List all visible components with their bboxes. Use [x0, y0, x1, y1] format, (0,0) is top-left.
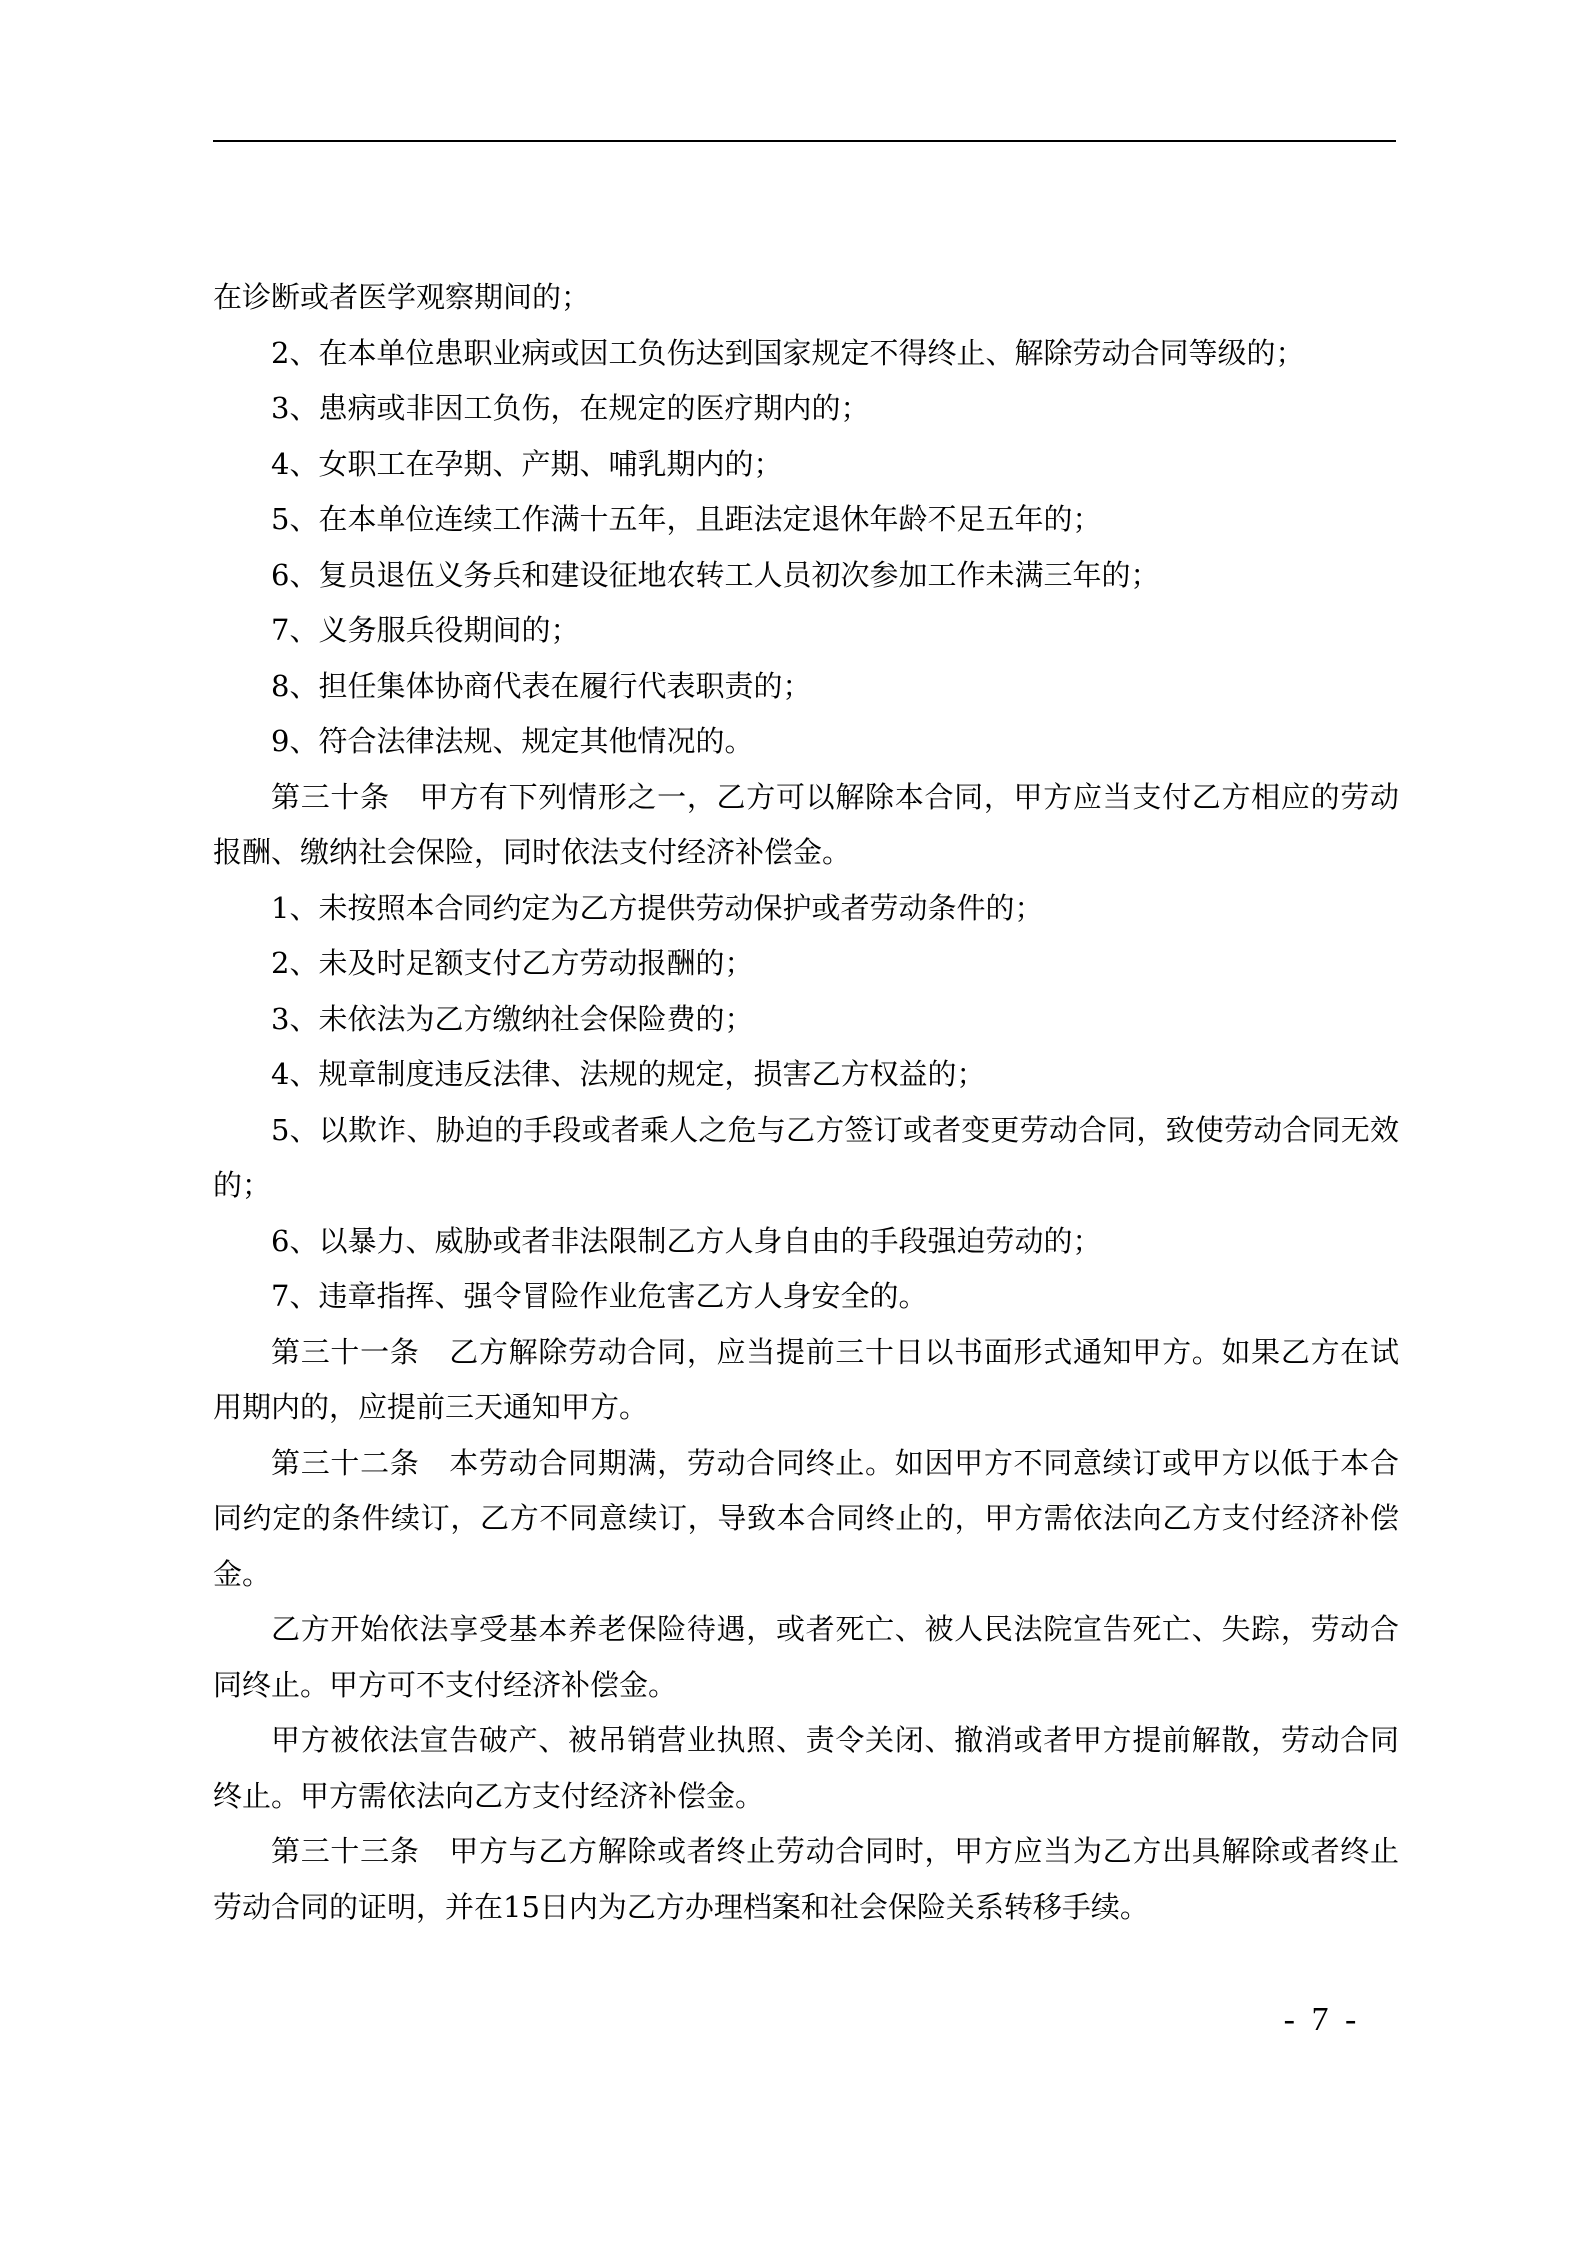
- article-30-item-1: 1、未按照本合同约定为乙方提供劳动保护或者劳动条件的；: [271, 890, 1044, 925]
- paragraph-continuation: 在诊断或者医学观察期间的；: [213, 280, 591, 314]
- article-30-item-2: 2、未及时足额支付乙方劳动报酬的；: [271, 946, 754, 980]
- article-30-item-5: 5、以欺诈、胁迫的手段或者乘人之危与乙方签订或者变更劳动合同，致使劳动合同无效的；: [213, 1112, 1399, 1202]
- article-30-item-7: 7、违章指挥、强令冒险作业危害乙方人身安全的。: [271, 1279, 928, 1313]
- document-body: [213, 270, 1399, 1935]
- article-33: 第三十三条 甲方与乙方解除或者终止劳动合同时，甲方应当为乙方出具解除或者终止劳动合同的证明，并在15日内为乙方办理档案和社会保险关系转移手续。: [213, 1834, 1399, 1924]
- list-item-6: 6、复员退伍义务兵和建设征地农转工人员初次参加工作未满三年的；: [271, 557, 1160, 592]
- header-rule: [213, 140, 1396, 142]
- page-number: - 7 -: [1283, 2001, 1361, 2038]
- article-31: 第三十一条 乙方解除劳动合同，应当提前三十日以书面形式通知甲方。如果乙方在试用期内的，应提前三天通知甲方。: [213, 1334, 1399, 1424]
- list-item-5: 5、在本单位连续工作满十五年，且距法定退休年龄不足五年的；: [271, 502, 1102, 536]
- list-item-4: 4、女职工在孕期、产期、哺乳期内的；: [271, 446, 783, 481]
- list-item-8: 8、担任集体协商代表在履行代表职责的；: [271, 668, 812, 703]
- list-item-2: 2、在本单位患职业病或因工负伤达到国家规定不得终止、解除劳动合同等级的；: [271, 335, 1305, 370]
- article-30: 第三十条 甲方有下列情形之一，乙方可以解除本合同，甲方应当支付乙方相应的劳动报酬、缴纳社会保险，同时依法支付经济补偿金。: [213, 779, 1399, 869]
- list-item-9: 9、符合法律法规、规定其他情况的。: [271, 724, 754, 758]
- article-30-item-4: 4、规章制度违反法律、法规的规定，损害乙方权益的；: [271, 1057, 986, 1091]
- article-30-item-3: 3、未依法为乙方缴纳社会保险费的；: [271, 1001, 754, 1036]
- list-item-3: 3、患病或非因工负伤，在规定的医疗期内的；: [271, 391, 870, 425]
- article-32: 第三十二条 本劳动合同期满，劳动合同终止。如因甲方不同意续订或甲方以低于本合同约定的条件续订，乙方不同意续订，导致本合同终止的，甲方需依法向乙方支付经济补偿金。: [213, 1445, 1399, 1591]
- article-32-paragraph-2: 乙方开始依法享受基本养老保险待遇，或者死亡、被人民法院宣告死亡、失踪，劳动合同终止。甲方可不支付经济补偿金。: [213, 1612, 1399, 1702]
- article-30-item-6: 6、以暴力、威胁或者非法限制乙方人身自由的手段强迫劳动的；: [271, 1223, 1102, 1258]
- list-item-7: 7、义务服兵役期间的；: [271, 613, 580, 647]
- article-32-paragraph-3: 甲方被依法宣告破产、被吊销营业执照、责令关闭、撤消或者甲方提前解散，劳动合同终止。甲方需依法向乙方支付经济补偿金。: [213, 1723, 1399, 1813]
